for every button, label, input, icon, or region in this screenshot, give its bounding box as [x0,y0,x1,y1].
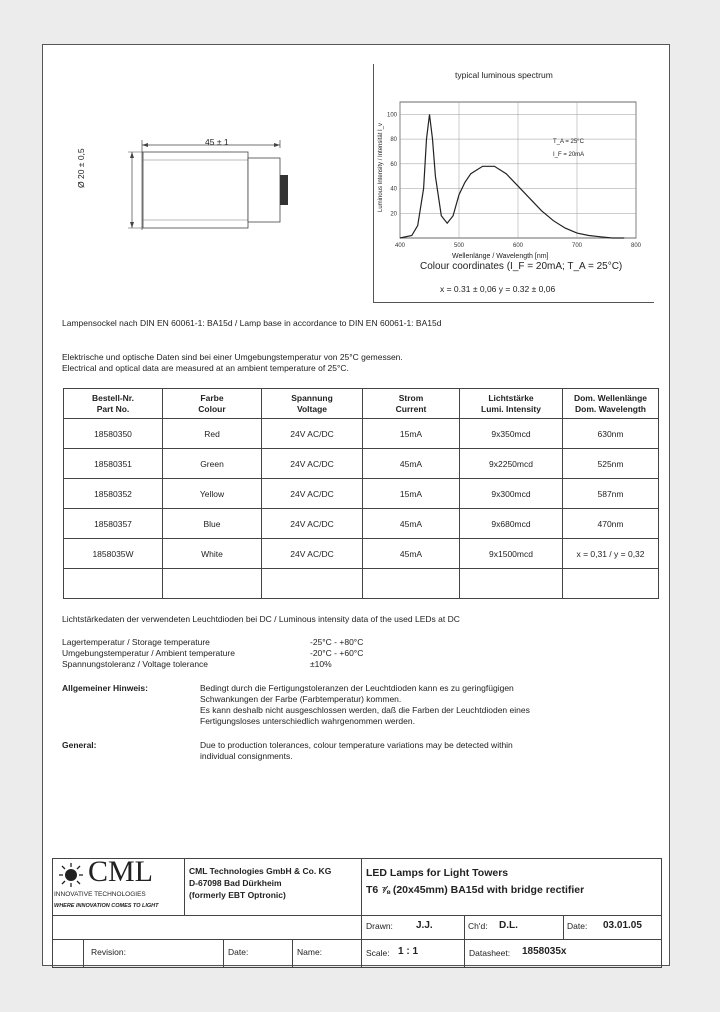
x-tick-label: 500 [453,243,465,249]
drawn-label: Drawn: [366,921,393,931]
product-table [63,388,659,599]
revision-name-label: Name: [297,947,323,957]
cell-wavelength: 525nm [563,449,659,479]
header-wavelength: Dom. Wellenlänge Dom. Wavelength [563,389,659,419]
cell-wavelength: 587nm [563,479,659,509]
scale-label: Scale: [366,948,390,958]
cell-colour: Blue [163,509,262,539]
general-note-en-label: General: [62,740,97,750]
cell-intensity: 9x2250mcd [460,449,563,479]
cml-logo-text: CML [88,855,154,888]
spec-value: -25°C - +80°C [310,637,364,647]
cell-part-no: 1858035W [64,539,163,569]
cml-sun-logo-icon [58,862,88,888]
spec-value: ±10% [310,659,332,669]
general-note-de-line: Bedingt durch die Fertigungstoleranzen der Leuchtdioden kann es zu geringfügigen [200,683,514,693]
date-value: 03.01.05 [603,920,642,931]
x-tick-label: 800 [630,243,642,249]
y-tick-label: 100 [386,112,397,119]
general-note-en-line: Due to production tolerances, colour temperature variations may be detected within [200,740,513,750]
company-name: CML Technologies GmbH & Co. KG [189,866,332,876]
cell-intensity: 9x1500mcd [460,539,563,569]
logo-tagline: WHERE INNOVATION COMES TO LIGHT [54,903,159,909]
cell-current: 45mA [363,449,460,479]
cell-intensity: 9x680mcd [460,509,563,539]
checked-label: Ch'd: [468,921,488,931]
y-tick-label: 20 [390,211,397,218]
spec-label: Spannungstoleranz / Voltage tolerance [62,659,209,669]
cell-colour: Green [163,449,262,479]
general-note-de-line: Schwankungen der Farbe (Farbtemperatur) kommen. [200,694,402,704]
cell-voltage: 24V AC/DC [262,539,363,569]
checked-value: D.L. [499,920,518,931]
company-address: D-67098 Bad Dürkheim [189,878,282,888]
cell-wavelength: 470nm [563,509,659,539]
header-part-no: Bestell-Nr. Part No. [64,389,163,419]
cell-voltage: 24V AC/DC [262,479,363,509]
cell-current: 15mA [363,479,460,509]
revision-label: Revision: [91,947,126,957]
y-tick-label: 80 [390,137,397,144]
x-tick-label: 600 [512,243,524,249]
logo-subtitle: INNOVATIVE TECHNOLOGIES [54,891,146,898]
y-tick-label: 40 [390,186,397,193]
spectrum-chart [370,80,650,260]
legend-if: I_F = 20mA [553,152,585,158]
spectrum-title: typical luminous spectrum [455,70,553,80]
table-row [64,539,659,569]
header-intensity: Lichtstärke Lumi. Intensity [460,389,563,419]
diameter-dimension: Ø 20 ± 0,5 [76,148,86,188]
cell-colour: White [163,539,262,569]
cell-intensity: 9x350mcd [460,419,563,449]
intensity-note: Lichtstärkedaten der verwendeten Leuchtdioden bei DC / Luminous intensity data of the used LEDs at DC [62,614,460,624]
company-former: (formerly EBT Optronic) [189,890,286,900]
cell-wavelength: 630nm [563,419,659,449]
cell-intensity: 9x300mcd [460,479,563,509]
cell-current: 15mA [363,419,460,449]
colour-coordinates-values: x = 0.31 ± 0,06 y = 0.32 ± 0,06 [440,284,556,294]
cell-part-no: 18580351 [64,449,163,479]
header-voltage: Spannung Voltage [262,389,363,419]
spec-label: Umgebungstemperatur / Ambient temperature [62,648,235,658]
datasheet-value: 1858035x [522,946,567,957]
x-tick-label: 700 [571,243,583,249]
spectrum-xlabel: Wellenlänge / Wavelength [nm] [452,253,549,260]
cell-current: 45mA [363,539,460,569]
header-current: Strom Current [363,389,460,419]
date-label: Date: [567,921,588,931]
spectrum-ylabel: Luminous Intensity / Intensität I_v [378,122,384,212]
conditions-de: Elektrische und optische Daten sind bei einer Umgebungstemperatur von 25°C gemessen. [62,352,403,362]
spec-value: -20°C - +60°C [310,648,364,658]
product-subtitle: T6 ⅞ (20x45mm) BA15d with bridge rectifier [366,884,585,896]
cell-colour: Red [163,419,262,449]
cell-voltage: 24V AC/DC [262,419,363,449]
legend-ta: T_A = 25°C [553,139,584,145]
general-note-de-label: Allgemeiner Hinweis: [62,683,148,693]
lamp-base-text: Lampensockel nach DIN EN 60061-1: BA15d / Lamp base in accordance to DIN EN 60061-1: BA15d [62,318,442,328]
spec-label: Lagertemperatur / Storage temperature [62,637,210,647]
conditions-en: Electrical and optical data are measured at an ambient temperature of 25°C. [62,363,349,373]
general-note-en-line: individual consignments. [200,751,293,761]
table-row-empty [64,569,659,599]
cell-colour: Yellow [163,479,262,509]
table-header-row [64,389,659,419]
spectrum-series-line [400,114,624,238]
table-row [64,419,659,449]
cell-voltage: 24V AC/DC [262,449,363,479]
revision-date-label: Date: [228,947,249,957]
colour-coordinates-title: Colour coordinates (I_F = 20mA; T_A = 25°C) [420,261,623,272]
x-tick-label: 400 [394,243,406,249]
cell-voltage: 24V AC/DC [262,509,363,539]
y-tick-label: 60 [390,161,397,168]
cell-part-no: 18580357 [64,509,163,539]
cell-part-no: 18580350 [64,419,163,449]
cell-part-no: 18580352 [64,479,163,509]
general-note-de-line: Fertigungsloses unterschiedlich wahrgenommen werden. [200,716,415,726]
cell-wavelength: x = 0,31 / y = 0,32 [563,539,659,569]
scale-value: 1 : 1 [398,946,419,957]
datasheet-label: Datasheet: [469,948,511,958]
table-row [64,479,659,509]
header-colour: Farbe Colour [163,389,262,419]
general-note-de-line: Es kann deshalb nicht ausgeschlossen werden, daß die Farben der Leuchtdioden eines [200,705,530,715]
table-row [64,449,659,479]
table-row [64,509,659,539]
drawn-value: J.J. [416,920,433,931]
product-title: LED Lamps for Light Towers [366,867,509,879]
cell-current: 45mA [363,509,460,539]
length-dimension: 45 ± 1 [205,137,229,147]
